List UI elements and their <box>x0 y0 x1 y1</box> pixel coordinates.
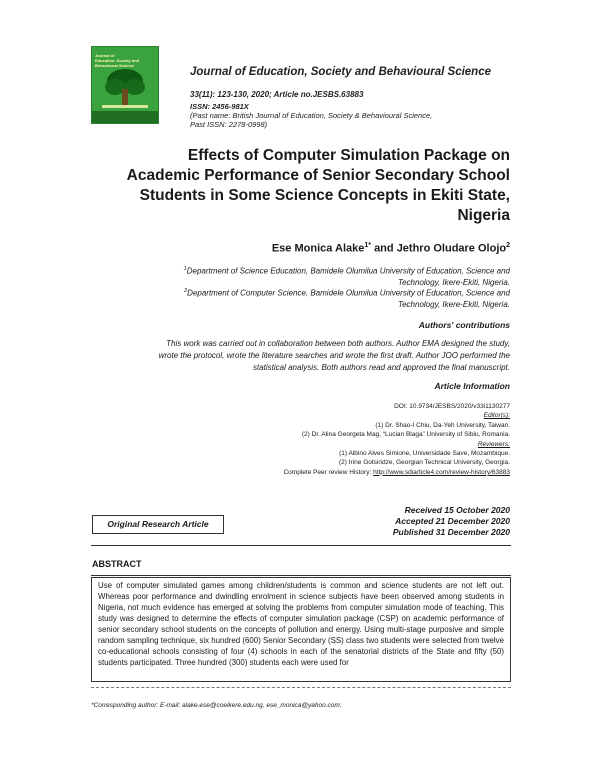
issn: ISSN: 2456-981X <box>190 102 249 111</box>
corresponding-author-footnote: *Corresponding author: E-mail: alake.ese@coeikere.edu.ng, ese_monica@yahoo.com; <box>91 702 342 709</box>
received-date: Received 15 October 2020 <box>404 505 510 515</box>
article-info <box>90 402 510 477</box>
accepted-date: Accepted 21 December 2020 <box>395 516 510 526</box>
tree-icon <box>98 67 152 111</box>
past-journal-name: (Past name: British Journal of Education, Society & Behavioural Science, <box>190 111 433 120</box>
article-type-box: Original Research Article <box>92 515 224 534</box>
editor-1: (1) Dr. Shao-I Chiu, Da-Yeh University, Taiwan. <box>375 421 510 429</box>
past-issn: Past ISSN: 2278-0998) <box>190 120 268 129</box>
cover-title: Journal of Education, Society and Behavioural Science <box>95 53 140 68</box>
article-info-heading: Article Information <box>434 381 510 391</box>
abstract-heading: ABSTRACT <box>92 559 142 569</box>
affiliation-2: $^2$Department of Computer Science, Bamidele Olumilua University of Education, Science and Technology, Ikere-Ekiti, Nigeria. <box>184 288 510 309</box>
editors-label: Editor(s): <box>483 412 510 420</box>
author-conjunction: and <box>374 242 394 255</box>
volume-line: 33(11): 123-130, 2020; Article no.JESBS.63883 <box>190 90 364 99</box>
cover-footer-band <box>92 111 158 123</box>
author-2: Jethro Oludare Olojo <box>396 242 507 255</box>
contributions-text: This work was carried out in collaboration between both authors. Author EMA designed the study, wrote the protocol, wrote the literature searches and wrote the first draft. Author JOO performed the statistical analysis. Both authors read and approved the final manuscript. <box>158 339 510 372</box>
contributions-heading: Authors' contributions <box>418 320 510 330</box>
journal-cover <box>91 46 159 124</box>
publication-dates <box>393 505 510 538</box>
reviewer-2: (2) Irine Gotsiridze, Georgian Technical University, Georgia. <box>339 459 510 467</box>
footnote-divider <box>91 687 511 688</box>
reviewer-1: (1) Albino Alves Simione, Universidade Save, Mozambique. <box>339 450 510 458</box>
abstract-box <box>91 577 511 682</box>
editor-2: (2) Dr. Alina Georgeta Mag, “Lucian Blaga” University of Sibiu, Romania. <box>301 431 510 439</box>
doi: DOI: 10.9734/JESBS/2020/v33i1130277 <box>394 403 510 410</box>
author-list: Ese Monica Alake$^{1*}$ and Jethro Oludare Olojo$^2$ <box>271 242 510 255</box>
review-history-link[interactable]: http://www.sdiarticle4.com/review-history/63883 <box>373 468 510 476</box>
divider-bottom <box>91 575 511 576</box>
journal-name: Journal of Education, Society and Behavioural Science <box>190 66 491 78</box>
published-date: Published 31 December 2020 <box>392 527 510 537</box>
abstract-text: Use of computer simulated games among children/students is common and science students are not left out. Whereas poor performance and dwindling enrolment in science subjects have been observed among students in Nigeria, not much evidence has emerged at solving the problems from computer simulation mode of teaching. This study was designed to determine the effects of computer simulation package (CSP) on academic performance of senior secondary school students on the concepts of pollution and energy. Using multi-stage purposive and simple random sampling technique, six hundred (600) Senior Secondary (SS) class two students were selected from twelve co-educational schools consisting of four (4) schools in each of the senatorial districts of the State and fifty (50) students participated. Three hundred (300) students each were used for <box>98 581 504 667</box>
author-1: Ese Monica Alake <box>271 242 365 255</box>
affiliation-1: $^1$Department of Science Education, Bamidele Olumilua University of Education, Science and Technology, Ikere-Ekiti, Nigeria. <box>183 266 510 287</box>
divider-top <box>91 545 511 546</box>
reviewers-label: Reviewers: <box>477 440 510 448</box>
review-history: Complete Peer review History: http://www.sdiarticle4.com/review-history/63883 <box>283 468 510 476</box>
paper-title: Effects of Computer Simulation Package on Academic Performance of Senior Secondary School Students in Some Science Concepts in Ekiti State, Nigeria <box>126 147 510 224</box>
